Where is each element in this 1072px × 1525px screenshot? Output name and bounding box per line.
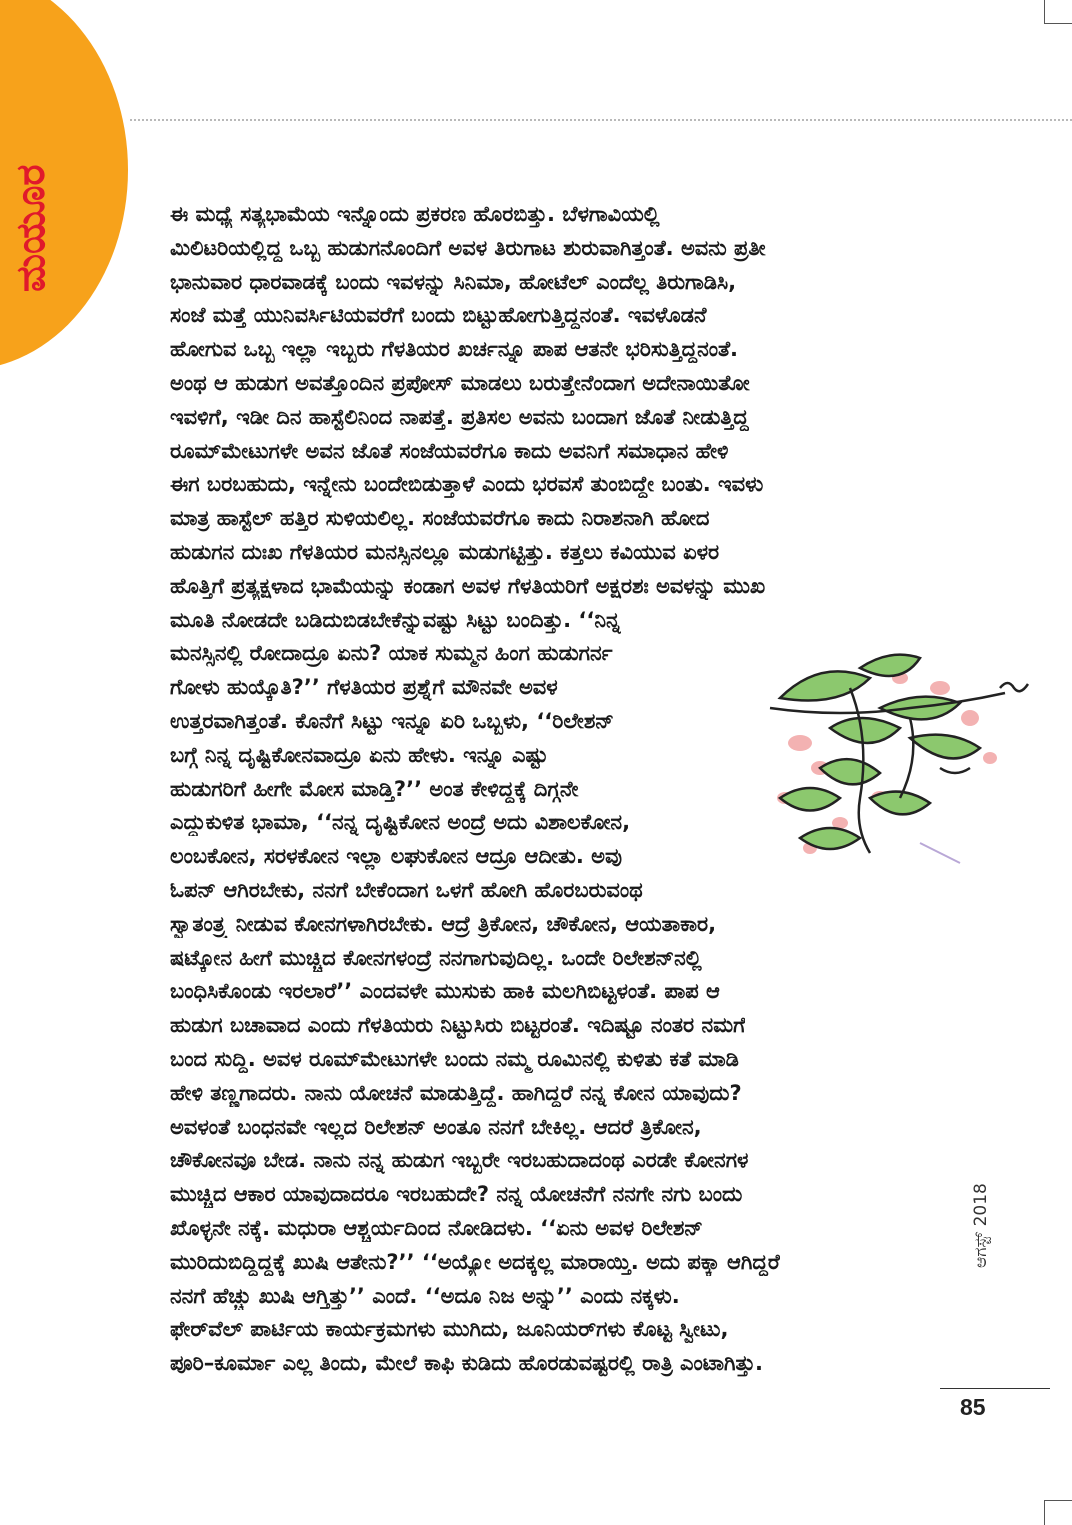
article-line: ಬಗ್ಗೆ ನಿನ್ನ ದೃಷ್ಟಿಕೋನವಾದ್ರೂ ಏನು ಹೇಳು. ಇನ್ನೂ ಎಷ್ಟು: [170, 742, 548, 767]
article-line: ಅಂಥ ಆ ಹುಡುಗ ಅವತ್ತೊಂದಿನ ಪ್ರಪೋಸ್ ಮಾಡಲು ಬರುತ್ತೇನೆಂದಾಗ ಅದೇನಾಯಿತೋ: [170, 371, 750, 395]
article-line: ಇವಳಿಗೆ, ಇಡೀ ದಿನ ಹಾಸ್ಟೆಲಿನಿಂದ ನಾಪತ್ತೆ. ಪ್ರತಿಸಲ ಅವನು ಬಂದಾಗ ಜೊತೆ ನೀಡುತ್ತಿದ್ದ: [170, 404, 749, 429]
article-line: ಪೂರಿ–ಕೂರ್ಮಾ ಎಲ್ಲ ತಿಂದು, ಮೇಲೆ ಕಾಫಿ ಕುಡಿದು ಹೊರಡುವಷ್ಟರಲ್ಲಿ ರಾತ್ರಿ ಎಂಟಾಗಿತ್ತು.: [170, 1351, 764, 1376]
dotted-header-rule: [130, 119, 1072, 121]
article-line: ಷಟ್ಕೋನ ಹೀಗೆ ಮುಚ್ಚಿದ ಕೋನಗಳಂದ್ರೆ ನನಗಾಗುವುದಿಲ್ಲ. ಒಂದೇ ರಿಲೇಶನ್‌ನಲ್ಲಿ: [170, 945, 702, 970]
article-line: ಸ್ವಾತಂತ್ರ್ಯ ನೀಡುವ ಕೋನಗಳಾಗಿರಬೇಕು. ಆದ್ರೆ ತ್ರಿಕೋನ, ಚೌಕೋನ, ಆಯತಾಕಾರ,: [170, 911, 717, 936]
article-line: ಓಪನ್ ಆಗಿರಬೇಕು, ನನಗೆ ಬೇಕೆಂದಾಗ ಒಳಗೆ ಹೋಗಿ ಹೊರಬರುವಂಥ: [170, 878, 643, 902]
article-line: ಹೋಗುವ ಒಬ್ಬ ಇಲ್ಲಾ ಇಬ್ಬರು ಗೆಳತಿಯರ ಖರ್ಚನ್ನೂ ಪಾಪ ಆತನೇ ಭರಿಸುತ್ತಿದ್ದನಂತೆ.: [170, 337, 739, 362]
page-number: 85: [960, 1394, 986, 1420]
crop-mark-top-right: [1044, 0, 1045, 24]
article-line: ನನಗೆ ಹೆಚ್ಚು ಖುಷಿ ಆಗ್ತಿತ್ತು’’ ಎಂದೆ. ‘‘ಅದೂ ನಿಜ ಅನ್ನು’’ ಎಂದು ನಕ್ಕಳು.: [170, 1283, 680, 1308]
article-line: ಗೋಳು ಹುಯ್ಕೊತಿ?’’ ಗೆಳತಿಯರ ಪ್ರಶ್ನೆಗೆ ಮೌನವೇ ಅವಳ: [170, 675, 558, 700]
article-line: ಮಾತ್ರ ಹಾಸ್ಟೆಲ್ ಹತ್ತಿರ ಸುಳಿಯಲಿಲ್ಲ. ಸಂಜೆಯವರೆಗೂ ಕಾದು ನಿರಾಶನಾಗಿ ಹೋದ: [170, 506, 710, 531]
issue-date: ಆಗಸ್ಟ್ 2018: [971, 1183, 991, 1268]
article-line: ಮುಚ್ಚಿದ ಆಕಾರ ಯಾವುದಾದರೂ ಇರಬಹುದೇ? ನನ್ನ ಯೋಚನೆಗೆ ನನಗೇ ನಗು ಬಂದು: [170, 1182, 743, 1207]
article-line: ಮನಸ್ಸಿನಲ್ಲಿ ರೋದಾದ್ರೂ ಏನು? ಯಾಕ ಸುಮ್ಮನ ಹಿಂಗ ಹುಡುಗರ್ನ: [170, 641, 613, 666]
leaves-illustration: [760, 648, 1040, 868]
article-line: ಎದ್ದುಕುಳಿತ ಭಾಮಾ, ‘‘ನನ್ನ ದೃಷ್ಟಿಕೋನ ಅಂದ್ರೆ ಅದು ವಿಶಾಲಕೋನ,: [170, 810, 631, 835]
crop-mark-bottom-right-h: [1044, 1500, 1072, 1501]
article-line: ಉತ್ತರವಾಗಿತ್ತಂತೆ. ಕೊನೆಗೆ ಸಿಟ್ಟು ಇನ್ನೂ ಏರಿ ಒಬ್ಬಳು, ‘‘ರಿಲೇಶನ್: [170, 709, 614, 733]
article-line: ಹುಡುಗರಿಗೆ ಹೀಗೇ ಮೋಸ ಮಾಡ್ತಿ?’’ ಅಂತ ಕೇಳಿದ್ದಕ್ಕೆ ದಿಗ್ಗನೇ: [170, 776, 579, 801]
article-line: ಈಗ ಬರಬಹುದು, ಇನ್ನೇನು ಬಂದೇಬಿಡುತ್ತಾಳೆ ಎಂದು ಭರವಸೆ ತುಂಬಿದ್ದೇ ಬಂತು. ಇವಳು: [170, 472, 764, 497]
article-line: ಖೊಳ್ಳನೇ ನಕ್ಕೆ. ಮಧುರಾ ಆಶ್ಚರ್ಯದಿಂದ ನೋಡಿದಳು. ‘‘ಏನು ಅವಳ ರಿಲೇಶನ್: [170, 1216, 703, 1240]
article-line: ಫೇರ್‌ವೆಲ್ ಪಾರ್ಟಿಯ ಕಾರ್ಯಕ್ರಮಗಳು ಮುಗಿದು, ಜೂನಿಯರ್‌ಗಳು ಕೊಟ್ಟ ಸ್ವೀಟು,: [170, 1317, 729, 1342]
article-line: ಹೊತ್ತಿಗೆ ಪ್ರತ್ಯಕ್ಷಳಾದ ಭಾಮೆಯನ್ನು ಕಂಡಾಗ ಅವಳ ಗೆಳತಿಯರಿಗೆ ಅಕ್ಷರಶಃ ಅವಳನ್ನು ಮುಖ: [170, 573, 766, 598]
article-line: ರೂಮ್‌ಮೇಟುಗಳೇ ಅವನ ಜೊತೆ ಸಂಜೆಯವರೆಗೂ ಕಾದು ಅವನಿಗೆ ಸಮಾಧಾನ ಹೇಳಿ: [170, 438, 729, 463]
article-line: ಹೇಳಿ ತಣ್ಣಗಾದರು. ನಾನು ಯೋಚನೆ ಮಾಡುತ್ತಿದ್ದೆ. ಹಾಗಿದ್ದರೆ ನನ್ನ ಕೋನ ಯಾವುದು?: [170, 1080, 742, 1105]
masthead-logo: ಮಯೂರ: [8, 164, 54, 292]
article-line: ಬಂಧಿಸಿಕೊಂಡು ಇರಲಾರೆ’’ ಎಂದವಳೇ ಮುಸುಕು ಹಾಕಿ ಮಲಗಿಬಿಟ್ಟಳಂತೆ. ಪಾಪ ಆ: [170, 979, 720, 1004]
crop-mark-top-right-h: [1044, 23, 1072, 24]
crop-mark-bottom-right: [1044, 1500, 1045, 1525]
article-line: ಅವಳಂತೆ ಬಂಧನವೇ ಇಲ್ಲದ ರಿಲೇಶನ್ ಅಂತೂ ನನಗೆ ಬೇಕಿಲ್ಲ. ಆದರೆ ತ್ರಿಕೋನ,: [170, 1114, 702, 1139]
page-number-rule: [940, 1388, 1050, 1389]
article-line: ಮುರಿದುಬಿದ್ದಿದ್ದಕ್ಕೆ ಖುಷಿ ಆತೇನು?’’ ‘‘ಅಯ್ಯೋ ಅದಕ್ಕಲ್ಲ ಮಾರಾಯ್ತಿ. ಅದು ಪಕ್ಕಾ ಆಗಿದ್ದರೆ: [170, 1249, 780, 1274]
article-line: ಹುಡುಗ ಬಚಾವಾದ ಎಂದು ಗೆಳತಿಯರು ನಿಟ್ಟುಸಿರು ಬಿಟ್ಟರಂತೆ. ಇದಿಷ್ಟೂ ನಂತರ ನಮಗೆ: [170, 1013, 746, 1038]
article-line: ಮೂತಿ ನೋಡದೇ ಬಡಿದುಬಿಡಬೇಕೆನ್ನುವಷ್ಟು ಸಿಟ್ಟು ಬಂದಿತ್ತು. ‘‘ನಿನ್ನ: [170, 607, 621, 632]
article-line: ಹುಡುಗನ ದುಃಖ ಗೆಳತಿಯರ ಮನಸ್ಸಿನಲ್ಲೂ ಮಡುಗಟ್ಟಿತ್ತು. ಕತ್ತಲು ಕವಿಯುವ ಏಳರ: [170, 540, 720, 564]
article-line: ಲಂಬಕೋನ, ಸರಳಕೋನ ಇಲ್ಲಾ ಲಘುಕೋನ ಆದ್ರೂ ಆದೀತು. ಅವು: [170, 844, 623, 869]
article-line: ಈ ಮಧ್ಯೆ ಸತ್ಯಭಾಮೆಯ ಇನ್ನೊಂದು ಪ್ರಕರಣ ಹೊರಬಿತ್ತು. ಬೆಳಗಾವಿಯಲ್ಲಿ: [170, 202, 660, 226]
article-line: ಚೌಕೋನವೂ ಬೇಡ. ನಾನು ನನ್ನ ಹುಡುಗ ಇಬ್ಬರೇ ಇರಬಹುದಾದಂಥ ಎರಡೇ ಕೋನಗಳ: [170, 1148, 749, 1173]
article-line: ಸಂಜೆ ಮತ್ತೆ ಯುನಿವರ್ಸಿಟಿಯವರೆಗೆ ಬಂದು ಬಿಟ್ಟುಹೋಗುತ್ತಿದ್ದನಂತೆ. ಇವಳೊಡನೆ: [170, 303, 707, 328]
article-line: ಮಿಲಿಟರಿಯಲ್ಲಿದ್ದ ಒಬ್ಬ ಹುಡುಗನೊಂದಿಗೆ ಅವಳ ತಿರುಗಾಟ ಶುರುವಾಗಿತ್ತಂತೆ. ಅವನು ಪ್ರತೀ: [170, 235, 766, 260]
article-line: ಭಾನುವಾರ ಧಾರವಾಡಕ್ಕೆ ಬಂದು ಇವಳನ್ನು ಸಿನಿಮಾ, ಹೋಟೆಲ್ ಎಂದೆಲ್ಲ ತಿರುಗಾಡಿಸಿ,: [170, 269, 737, 294]
article-line: ಬಂದ ಸುದ್ದಿ. ಅವಳ ರೂಮ್‌ಮೇಟುಗಳೇ ಬಂದು ನಮ್ಮ ರೂಮಿನಲ್ಲಿ ಕುಳಿತು ಕತೆ ಮಾಡಿ: [170, 1047, 739, 1071]
